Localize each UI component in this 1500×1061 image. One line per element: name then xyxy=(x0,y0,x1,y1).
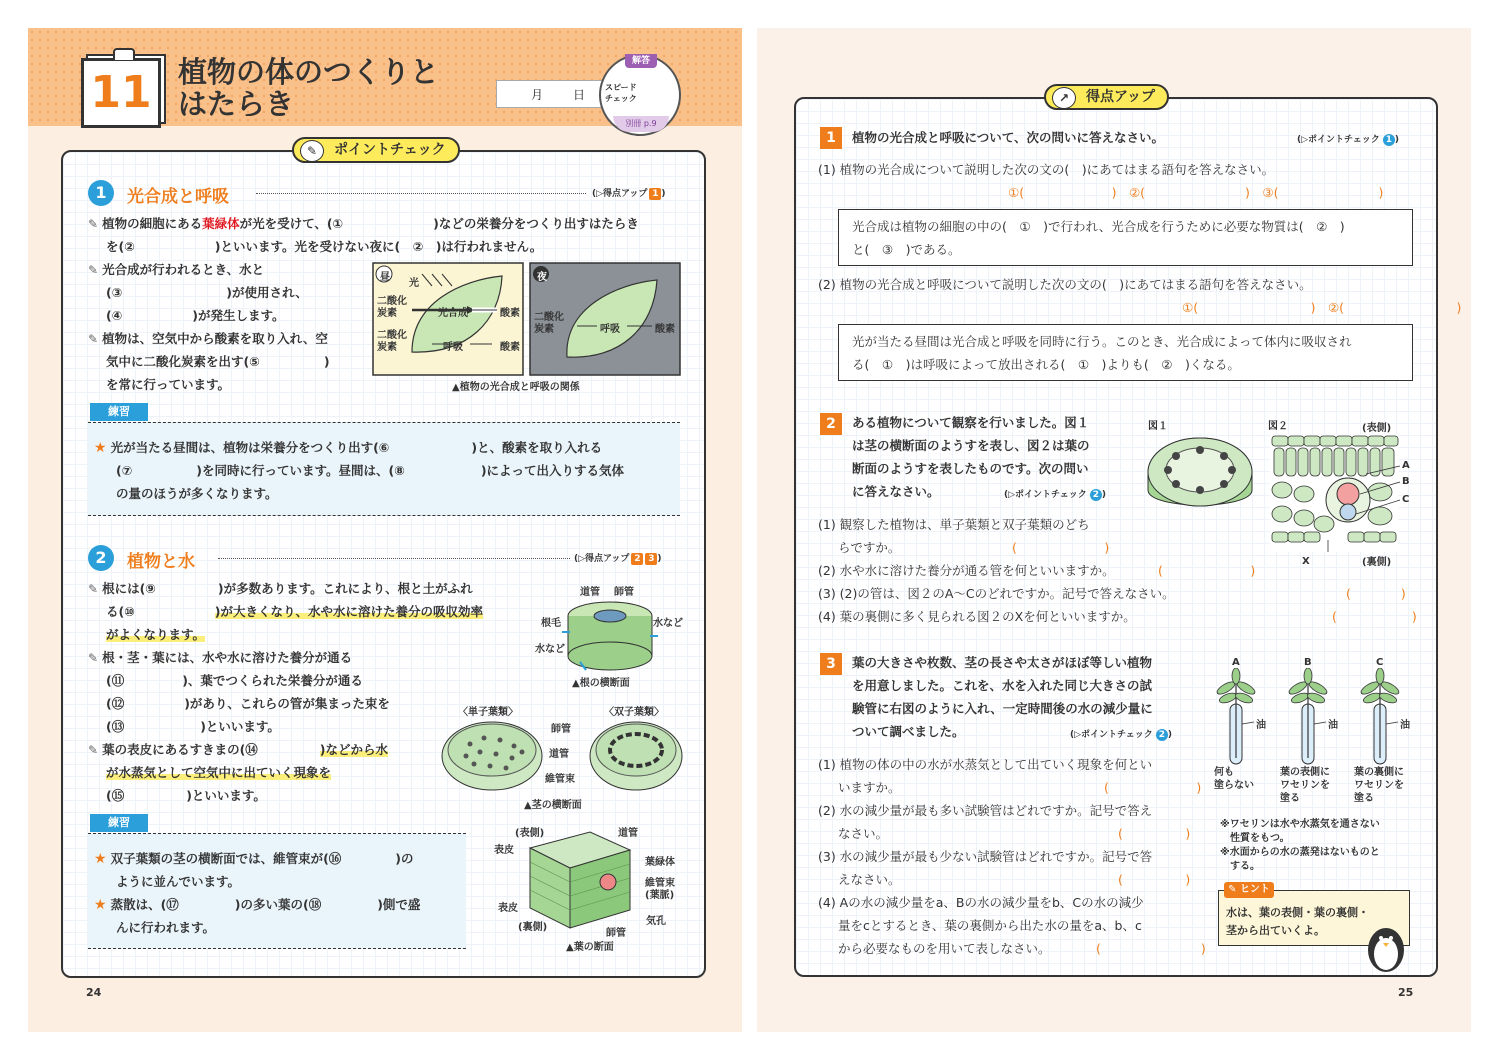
pin-icon: ✎ xyxy=(88,332,99,346)
p2-line1: ★ 双子葉類の茎の横断面では、維管束が(⑯ )の xyxy=(94,851,414,867)
s1-line6: ✎ 植物は、空気中から酸素を取り入れ、空 xyxy=(88,331,328,346)
speed-check-label xyxy=(605,82,637,104)
p1-line2: (⑦ )を同時に行っています。昼間は、(⑧ )によって出入りする気体 xyxy=(116,463,625,478)
fig2-water-label-left: 水など xyxy=(535,644,565,655)
q3-line2: を用意しました。これを、水を入れた同じ大きさの試 xyxy=(852,678,1153,693)
fig4-caption: ▲葉の断面 xyxy=(566,942,614,953)
hint-line2: 茎から出ていくよ。 xyxy=(1226,924,1325,937)
q1-text: 植物の光合成と呼吸について、次の問いに答えなさい。 xyxy=(852,130,1165,145)
q2-1-line2: らですか。 xyxy=(838,540,901,555)
star-icon: ★ xyxy=(94,897,107,913)
q3-ref-badge: 2 xyxy=(1156,729,1168,741)
s1-line1: ✎ 植物の細胞にある葉緑体が光を受けて、(① )などの栄養分をつくり出すはたらき xyxy=(88,216,639,231)
note-3: ※水面からの水の蒸発はないものと xyxy=(1220,847,1380,858)
s2-line8: ✎ 葉の表皮にあるすきまの(⑭ )などから水 xyxy=(88,742,388,757)
q1-ref[interactable]: (▷ポイントチェック 1 ) xyxy=(1297,135,1400,145)
practice1-tag: 練習 xyxy=(90,403,148,421)
speed-text-2: チェック xyxy=(605,94,637,103)
q1-ref-badge: 1 xyxy=(1383,134,1395,146)
date-month: 月 xyxy=(531,88,544,102)
fig3-sieve-label: 師管 xyxy=(551,724,571,735)
s1-line2: を(② )といいます。光を受けない夜に( ② )は行われません。 xyxy=(106,239,543,254)
q3-4-line3: から必要なものを用いて表しなさい。 xyxy=(838,941,1051,956)
q1-2-answer-blanks[interactable]: ①( ) ②( ) xyxy=(1182,300,1462,315)
fig2-vessel-label: 道管 xyxy=(580,587,600,598)
section1-title: 光合成と呼吸 xyxy=(127,187,229,207)
pin-icon: ✎ xyxy=(88,263,99,277)
q1-2-text: (2) 植物の光合成と呼吸について説明した次の文の( )にあてはまる語句を答えなさい。 xyxy=(818,277,1312,292)
q2-label-A: A xyxy=(1402,460,1410,471)
s2-line2: る(⑩ )が大きくなり、水や水に溶けた養分の吸収効率 xyxy=(106,604,484,619)
q3-4-line2: 量をcとするとき、葉の裏側から出た水の量をa、b、c xyxy=(838,918,1142,933)
q3-4-line1: (4) Aの水の減少量をa、Bの水の減少量をb、Cの水の減少 xyxy=(818,895,1144,910)
q2-leaf-figure xyxy=(1268,432,1408,554)
fig4-stoma-label: 気孔 xyxy=(646,916,666,927)
right-page-number: 25 xyxy=(1398,986,1414,999)
q2-label-X: X xyxy=(1302,556,1310,567)
speed-check-badge xyxy=(599,54,681,136)
fig3-caption: ▲茎の横断面 xyxy=(524,800,582,811)
q2-line1: ある植物について観察を行いました。図１ xyxy=(852,415,1090,430)
section2-title: 植物と水 xyxy=(127,552,195,572)
penguin-icon xyxy=(1364,918,1408,974)
q2-4-text: (4) 葉の裏側に多く見られる図２のXを何といいますか。 xyxy=(818,609,1136,624)
q3-line3: 験管に右図のように入れ、一定時間後の水の減少量に xyxy=(852,701,1153,716)
fig1-co2-out-label: 二酸化炭素 xyxy=(377,330,407,353)
score-up-label: 得点アップ xyxy=(1086,89,1156,105)
fig1-day-label: 昼 xyxy=(380,272,390,283)
q3-4-answer[interactable]: ( ) xyxy=(1096,941,1206,956)
left-page-number: 24 xyxy=(86,986,102,999)
fig1-photosynthesis-label: 光合成 xyxy=(438,308,468,319)
section1-number: 1 xyxy=(88,180,114,206)
section2-divider xyxy=(218,558,570,559)
q2-4-answer[interactable]: ( ) xyxy=(1332,609,1417,624)
fig4-sieve-label: 師管 xyxy=(606,928,626,939)
q2-ref[interactable]: (▷ポイントチェック 2 ) xyxy=(1004,490,1107,500)
speed-text-1: スピード xyxy=(605,83,637,92)
s1-line4: (③ )が使用され、 xyxy=(106,285,308,300)
p1-line1: ★ 光が当たる昼間は、植物は栄養分をつくり出す(⑥ )と、酸素を取り入れる xyxy=(94,440,603,456)
s1-line8: を常に行っています。 xyxy=(106,377,231,392)
point-check-heading xyxy=(292,137,460,163)
s2-line5: (⑪ )、葉でつくられた栄養分が通る xyxy=(106,673,363,688)
fig3-monocot-label: 〈単子葉類〉 xyxy=(458,707,518,718)
hint-text xyxy=(1226,904,1369,940)
q1-1-answer-blanks[interactable]: ①( ) ②( ) ③( ) xyxy=(1008,185,1384,200)
q2-back-label: (裏側) xyxy=(1362,557,1392,568)
p2-line4: んに行われます。 xyxy=(116,920,216,935)
note-2: 性質をもつ。 xyxy=(1230,833,1290,844)
q3-line1: 葉の大きさや枚数、茎の長さや太さがほぼ等しい植物 xyxy=(852,655,1153,670)
q2-2-text: (2) 水や水に溶けた養分が通る管を何といいますか。 xyxy=(818,563,1115,578)
q3-tube-A: A xyxy=(1232,657,1240,668)
q3-ref[interactable]: (▷ポイントチェック 2 ) xyxy=(1070,730,1173,740)
fig1-caption: ▲植物の光合成と呼吸の関係 xyxy=(452,382,580,393)
q1-box2-line1: 光が当たる昼間は光合成と呼吸を同時に行う。このとき、光合成によって体内に吸収され xyxy=(852,334,1352,349)
fig2-caption: ▲根の横断面 xyxy=(572,678,630,689)
q3-1-answer[interactable]: ( ) xyxy=(1104,780,1202,795)
section1-ref-badge: 1 xyxy=(649,188,661,200)
fig4-bundle-label: 維管束(葉脈) xyxy=(645,878,675,901)
section2-ref-text: (▷得点アップ xyxy=(574,554,630,564)
p2-line3: ★ 蒸散は、(⑰ )の多い葉の(⑱ )側で盛 xyxy=(94,897,421,913)
pin-icon: ✎ xyxy=(88,651,99,665)
speed-answer-tag: 解答 xyxy=(625,54,657,68)
note-4: する。 xyxy=(1230,861,1260,872)
page-title xyxy=(178,56,439,120)
section2-ref[interactable]: (▷得点アップ 2 3 ) xyxy=(574,554,662,564)
date-day: 日 xyxy=(573,88,586,102)
q2-ref-badge: 2 xyxy=(1090,489,1102,501)
q1-ref-text: (▷ポイントチェック xyxy=(1297,135,1380,145)
fig2-root-hair-label: 根毛 xyxy=(541,618,561,629)
fig4-front-label: (表側) xyxy=(515,828,545,839)
hint-tag: ✎ ヒント xyxy=(1224,882,1274,898)
q1-box2-line2: る( ① )は呼吸によって放出される( ① )よりも( ② )くなる。 xyxy=(852,357,1240,372)
q2-1-answer[interactable]: ( ) xyxy=(1012,540,1110,555)
q3-oil-B: 油 xyxy=(1328,720,1338,731)
q2-3-answer[interactable]: ( ) xyxy=(1346,586,1406,601)
s2-line7: (⑬ )といいます。 xyxy=(106,719,280,734)
s2-line3: がよくなります。 xyxy=(106,627,206,642)
q3-caption-C: 葉の裏側に ワセリンを 塗る xyxy=(1354,767,1404,804)
s2-line4: ✎ 根・茎・葉には、水や水に溶けた養分が通る xyxy=(88,650,353,665)
fig3-bundle-label: 維管束 xyxy=(545,774,575,785)
q3-2-line1: (2) 水の減少量が最も多い試験管はどれですか。記号で答え xyxy=(818,803,1153,818)
practice2-tag: 練習 xyxy=(90,814,148,832)
section1-ref[interactable]: (▷得点アップ 1 ) xyxy=(592,189,666,199)
s1-line3: ✎ 光合成が行われるとき、水と xyxy=(88,262,265,277)
q2-fig1-label: 図１ xyxy=(1148,421,1168,432)
q3-3-line1: (3) 水の減少量が最も少ない試験管はどれですか。記号で答 xyxy=(818,849,1153,864)
section2-ref-badge2: 3 xyxy=(645,553,657,565)
q3-number: 3 xyxy=(820,653,842,675)
fig1-oxygen-out-label: 酸素 xyxy=(500,308,520,319)
p2-line2: ように並んでいます。 xyxy=(116,874,241,889)
q1-box1-line2: と( ③ )である。 xyxy=(852,242,961,257)
q2-line2: は茎の横断面のようすを表し、図２は葉の xyxy=(852,438,1090,453)
q2-number: 2 xyxy=(820,413,842,435)
fig4-back-label: (裏側) xyxy=(518,922,548,933)
unit-number: 11 xyxy=(90,67,152,118)
q3-tube-B: B xyxy=(1304,657,1312,668)
q3-3-line2: えなさい。 xyxy=(838,872,901,887)
root-cross-section-figure xyxy=(560,596,660,674)
section1-ref-text: (▷得点アップ xyxy=(592,189,648,199)
fig3-vessel-label: 道管 xyxy=(549,749,569,760)
star-icon: ★ xyxy=(94,851,107,867)
q3-2-answer[interactable]: ( ) xyxy=(1118,826,1191,841)
q2-3-text: (3) (2)の管は、図２のA～Cのどれですか。記号で答えなさい。 xyxy=(818,586,1175,601)
q3-oil-A: 油 xyxy=(1256,720,1266,731)
q3-tube-C: C xyxy=(1376,657,1384,668)
s1-line7: 気中に二酸化炭素を出す(⑤ ) xyxy=(106,354,330,369)
q3-line4: ついて調べました。 xyxy=(852,724,965,739)
fig1-light-label: 光 xyxy=(409,278,419,289)
fig1-night-label: 夜 xyxy=(537,272,547,283)
q3-1-line1: (1) 植物の体の中の水が水蒸気として出ていく現象を何とい xyxy=(818,757,1153,772)
speed-page-ref: 別冊 p.9 xyxy=(613,116,669,132)
fig1-co2-in-label: 二酸化炭素 xyxy=(377,296,407,319)
q3-caption-A: 何も 塗らない xyxy=(1214,767,1254,791)
light-bulb-icon: ✎ xyxy=(1228,884,1240,895)
point-check-label: ポイントチェック xyxy=(334,142,446,158)
fig1-respiration-label: 呼吸 xyxy=(443,342,463,353)
section2-ref-badge1: 2 xyxy=(631,553,643,565)
section2-number: 2 xyxy=(88,545,114,571)
fig2-sieve-label: 師管 xyxy=(614,587,634,598)
q2-line3: 断面のようすを表したものです。次の問い xyxy=(852,461,1089,476)
fig1-night-oxygen-label: 酸素 xyxy=(655,324,675,335)
fig4-epidermis-bottom-label: 表皮 xyxy=(498,903,518,914)
q1-1-text: (1) 植物の光合成について説明した次の文の( )にあてはまる語句を答えなさい。 xyxy=(818,162,1275,177)
q2-label-B: B xyxy=(1402,476,1410,487)
q2-line4: に答えなさい。 xyxy=(852,484,940,499)
q2-ref-text: (▷ポイントチェック xyxy=(1004,490,1087,500)
pin-icon: ✎ xyxy=(300,140,324,162)
fig4-epidermis-top-label: 表皮 xyxy=(494,845,514,856)
unit-number-box xyxy=(81,58,161,128)
q3-1-line2: いますか。 xyxy=(838,780,901,795)
title-line2: はたらき xyxy=(178,87,295,121)
fig2-water-label-right: 水など xyxy=(653,618,683,629)
fig4-vessel-label: 道管 xyxy=(618,828,638,839)
s2-line10: (⑮ )といいます。 xyxy=(106,788,266,803)
q3-test-tube-figure xyxy=(1210,668,1420,768)
section1-divider xyxy=(256,193,586,194)
s2-line1: ✎ 根には(⑨ )が多数あります。これにより、根と土がふれ xyxy=(88,581,473,596)
q2-1-line1: (1) 観察した植物は、単子葉類と双子葉類のどち xyxy=(818,517,1090,532)
fig1-night-co2-label: 二酸化炭素 xyxy=(534,312,564,335)
q3-2-line2: なさい。 xyxy=(838,826,889,841)
chart-up-icon: ↗ xyxy=(1052,87,1076,109)
s2-line9: が水蒸気として空気中に出ていく現象を xyxy=(106,765,332,780)
fig4-chloroplast-label: 葉緑体 xyxy=(645,857,675,868)
pin-icon: ✎ xyxy=(88,743,99,757)
q3-oil-C: 油 xyxy=(1400,720,1410,731)
q3-ref-text: (▷ポイントチェック xyxy=(1070,730,1153,740)
hint-line1: 水は、葉の表側・葉の裏側・ xyxy=(1226,906,1369,919)
q3-3-answer[interactable]: ( ) xyxy=(1118,872,1191,887)
fig1-oxygen-in-label: 酸素 xyxy=(500,342,520,353)
q3-caption-B: 葉の表側に ワセリンを 塗る xyxy=(1280,767,1330,804)
q3-notes xyxy=(1220,818,1380,874)
score-up-heading xyxy=(1044,84,1169,110)
q2-fig2-label: 図２ xyxy=(1268,421,1288,432)
clip-icon xyxy=(113,48,135,60)
s1-line5: (④ )が発生します。 xyxy=(106,308,285,323)
q2-2-answer[interactable]: ( ) xyxy=(1158,563,1256,578)
chloroplast-term: 葉緑体 xyxy=(202,216,240,231)
q1-number: 1 xyxy=(820,127,842,149)
star-icon: ★ xyxy=(94,440,107,456)
title-line1: 植物の体のつくりと xyxy=(178,55,440,89)
q1-box1-line1: 光合成は植物の細胞の中の( ① )で行われ、光合成を行うために必要な物質は( ② ) xyxy=(852,219,1345,234)
q2-stem-figure xyxy=(1144,430,1256,522)
fig3-dicot-label: 〈双子葉類〉 xyxy=(604,707,664,718)
pin-icon: ✎ xyxy=(88,582,99,596)
fig1-night-respiration-label: 呼吸 xyxy=(600,324,620,335)
pin-icon: ✎ xyxy=(88,217,99,231)
p1-line3: の量のほうが多くなります。 xyxy=(116,486,278,501)
s2-line6: (⑫ )があり、これらの管が集まった束を xyxy=(106,696,390,711)
note-1: ※ワセリンは水や水蒸気を通さない xyxy=(1220,819,1380,830)
q2-label-C: C xyxy=(1402,494,1410,505)
q2-front-label: (表側) xyxy=(1362,423,1392,434)
